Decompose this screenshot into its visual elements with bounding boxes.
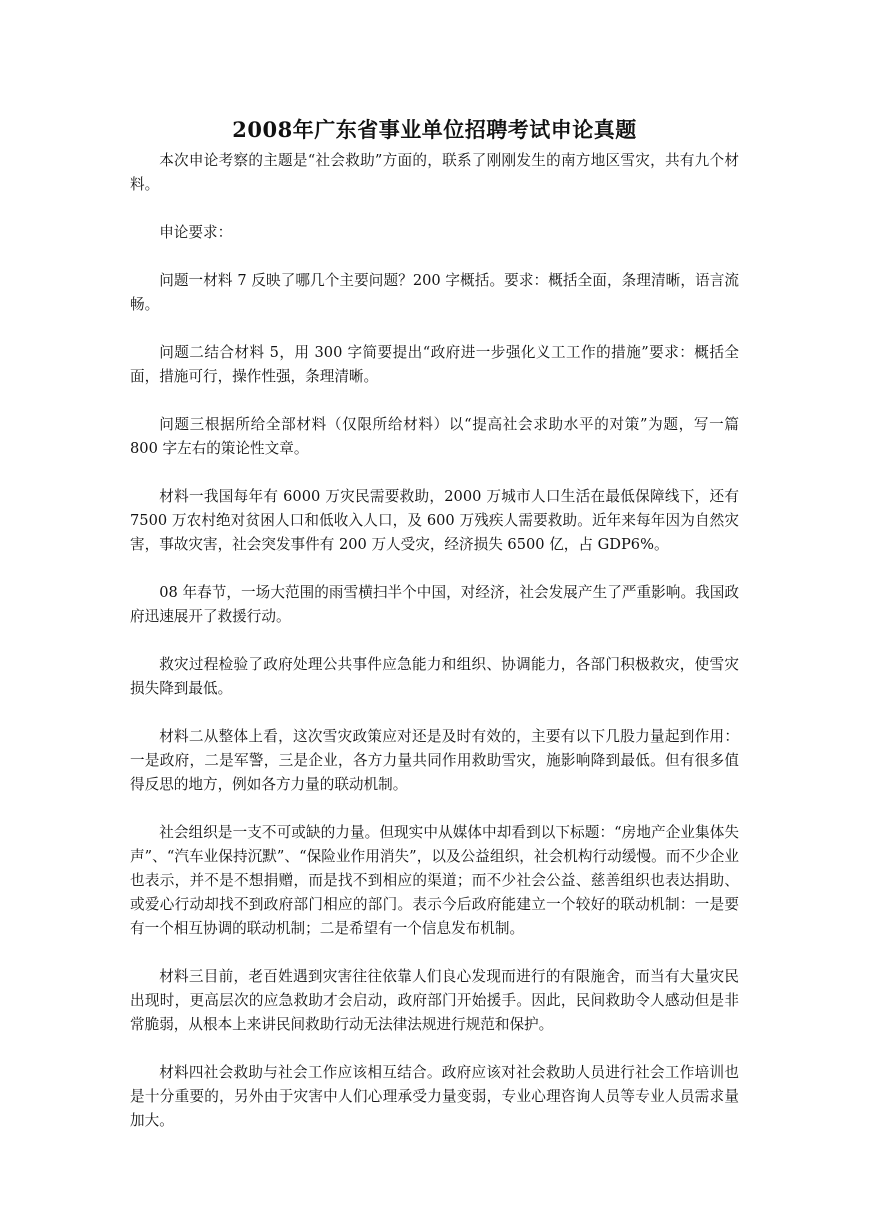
paragraph-material-4: 材料四社会救助与社会工作应该相互结合。政府应该对社会救助人员进行社会工作培训也是十分重要的，另外由于灾害中人们心理承受力量变弱，专业心理咨询人员等专业人员需求量加大。 [130,1064,739,1129]
paragraph-material-1-snow: 08 年春节，一场大范围的雨雪横扫半个中国，对经济，社会发展产生了严重影响。我国政府迅速展开了救援行动。 [130,584,739,625]
paragraph-intro: 本次申论考察的主题是“社会救助”方面的，联系了刚刚发生的南方地区雪灾，共有九个材料。 [130,152,739,193]
paragraph-requirements-heading: 申论要求： [159,224,233,241]
document-page [130,115,739,1157]
paragraph-question-3: 问题三根据所给全部材料（仅限所给材料）以“提高社会求助水平的对策”为题，写一篇 800 字左右的策论性文章。 [130,416,739,457]
paragraph-material-3: 材料三目前，老百姓遇到灾害往往依靠人们良心发现而进行的有限施舍，而当有大量灾民出现时，更高层次的应急救助才会启动，政府部门开始援手。因此，民间救助令人感动但是非常脆弱，从根本上来讲民间救助行动无法律法规进行规范和保护。 [130,968,739,1033]
document-title: 2008年广东省事业单位招聘考试申论真题 [232,117,637,142]
paragraph-question-2: 问题二结合材料 5，用 300 字简要提出“政府进一步强化义工工作的措施”要求：概括全面，措施可行，操作性强，条理清晰。 [130,344,739,385]
paragraph-material-1: 材料一我国每年有 6000 万灾民需要救助，2000 万城市人口生活在最低保障线下，还有 7500 万农村绝对贫困人口和低收入人口，及 600 万残疾人需要救助。近年来每年因为自然灾害，事故灾害，社会突发事件有 200 万人受灾，经济损失 6500 亿，占 GDP6%。 [130,488,739,553]
paragraph-material-2-social: 社会组织是一支不可或缺的力量。但现实中从媒体中却看到以下标题：“房地产企业集体失声”、“汽车业保持沉默”、“保险业作用消失”，以及公益组织，社会机构行动缓慢。而不少企业也表示，并不是不想捐赠，而是找不到相应的渠道；而不少社会公益、慈善组织也表达捐助、或爱心行动却找不到政府部门相应的部门。表示今后政府能建立一个较好的联动机制：一是要有一个相互协调的联动机制；二是希望有一个信息发布机制。 [130,824,739,937]
paragraph-material-1-relief: 救灾过程检验了政府处理公共事件应急能力和组织、协调能力，各部门积极救灾，使雪灾损失降到最低。 [130,656,739,697]
paragraph-material-2: 材料二从整体上看，这次雪灾政策应对还是及时有效的，主要有以下几股力量起到作用：一是政府，二是军警，三是企业，各方力量共同作用救助雪灾，施影响降到最低。但有很多值得反思的地方，例如各方力量的联动机制。 [130,728,739,793]
paragraph-question-1: 问题一材料 7 反映了哪几个主要问题？200 字概括。要求：概括全面，条理清晰，语言流畅。 [130,272,739,313]
